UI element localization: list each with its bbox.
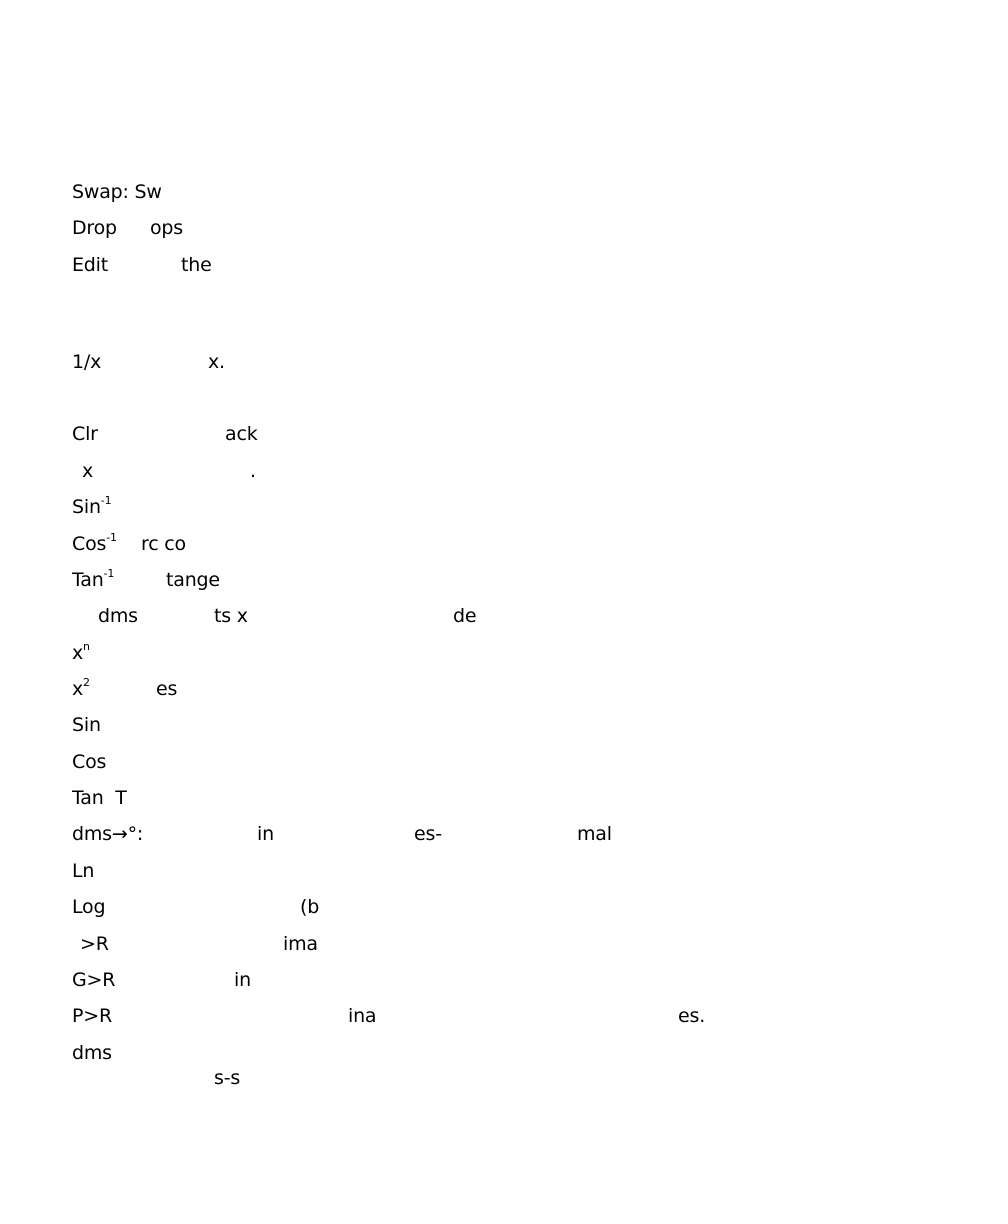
dms-to-degrees-text-2: es- <box>414 823 442 845</box>
arctan-name: Tan <box>72 569 104 591</box>
log-text: (b <box>300 896 320 918</box>
to-dms-label: dms <box>98 605 138 627</box>
square-label <box>72 676 90 700</box>
ln-label: Ln <box>72 860 95 882</box>
x-label: x <box>82 460 94 482</box>
tan-label: Tan T <box>72 787 127 809</box>
reciprocal-text: x. <box>208 351 225 373</box>
square-superscript: 2 <box>83 676 90 689</box>
to-dms-text-end: de <box>453 605 477 627</box>
power-label <box>72 640 90 664</box>
edit-label: Edit <box>72 254 108 276</box>
power-base: x <box>72 642 84 664</box>
p-to-r-text: ina <box>348 1005 377 1027</box>
dms-label: dms <box>72 1042 112 1064</box>
p-to-r-label: P>R <box>72 1005 112 1027</box>
arctan-text: tange <box>166 569 220 591</box>
arcsin-name: Sin <box>72 496 101 518</box>
log-label: Log <box>72 896 106 918</box>
dms-to-degrees-label: dms→°: <box>72 823 144 845</box>
clear-label: Clr <box>72 423 98 445</box>
arccos-text: rc co <box>141 533 186 555</box>
swap-label: Swap: Sw <box>72 181 162 203</box>
dms-text: s-s <box>214 1067 241 1089</box>
square-base: x <box>72 678 84 700</box>
dms-to-degrees-text: in <box>257 823 274 845</box>
power-superscript: n <box>83 640 90 653</box>
arcsin-superscript: -1 <box>100 494 112 507</box>
g-to-r-text: in <box>234 969 251 991</box>
arctan-label <box>72 567 115 591</box>
dms-to-degrees-text-3: mal <box>577 823 612 845</box>
to-rect-label: >R <box>80 933 109 955</box>
drop-label: Drop <box>72 217 117 239</box>
edit-text: the <box>181 254 212 276</box>
to-dms-text: ts x <box>214 605 248 627</box>
p-to-r-text-end: es. <box>678 1005 706 1027</box>
sin-label: Sin <box>72 714 101 736</box>
square-text: es <box>156 678 178 700</box>
drop-text: ops <box>150 217 183 239</box>
cos-label: Cos <box>72 751 107 773</box>
arccos-label <box>72 531 117 555</box>
arccos-name: Cos <box>72 533 107 555</box>
g-to-r-label: G>R <box>72 969 116 991</box>
arctan-superscript: -1 <box>103 567 115 580</box>
arccos-superscript: -1 <box>106 531 117 544</box>
reciprocal-label: 1/x <box>72 351 102 373</box>
clear-text: ack <box>225 423 258 445</box>
to-rect-text: ima <box>283 933 318 955</box>
arcsin-label <box>72 494 112 518</box>
x-text: . <box>250 460 256 482</box>
